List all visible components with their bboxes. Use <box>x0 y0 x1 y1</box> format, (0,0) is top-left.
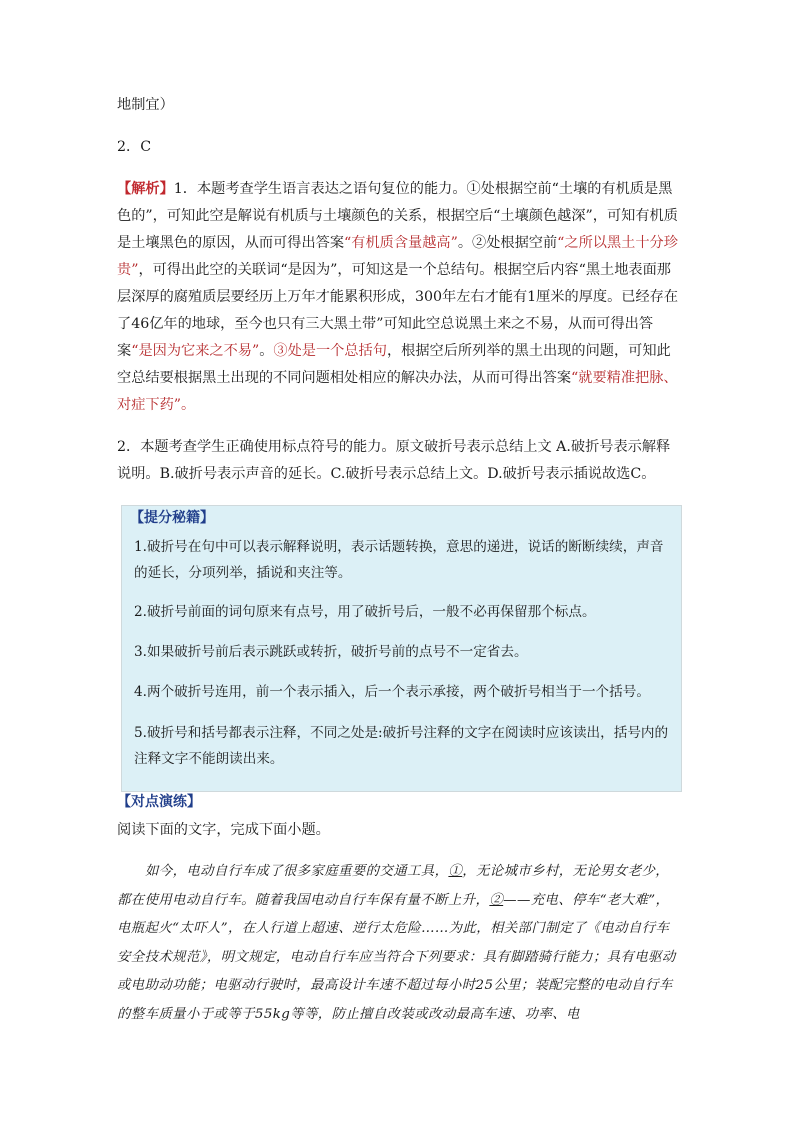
answer-2: 2．C <box>117 139 152 155</box>
tips-title: 【提分秘籍】 <box>130 510 214 526</box>
blank-1: ① <box>448 864 463 879</box>
analysis-label: 【解析】 <box>117 181 174 197</box>
analysis-paragraph-2: 2．本题考查学生正确使用标点符号的能力。原文破折号表示总结上文 A.破折号表示解释说明。B.破折号表示声音的延长。C.破折号表示总结上文。D.破折号表示插说故选C。 <box>117 439 671 482</box>
tips-box <box>121 505 682 792</box>
tip-item-4: 4.两个破折号连用，前一个表示插入，后一个表示承接，两个破折号相当于一个括号。 <box>134 684 650 700</box>
practice-title: 【对点演练】 <box>117 794 201 810</box>
reading-passage: 如今，电动自行车成了很多家庭重要的交通工具，①，无论城市乡村，无论男女老少，都在使用电动自行车。随着我国电动自行车保有量不断上升，②——充电、停车“老大难”，电瓶起火“太吓人”，在人行道上超速、逆行太危险……为此，相关部门制定了《电动自行车安全技术规范》，明文规定，电动自行车应当符合下列要求：具有脚踏骑行能力；具有电驱动或电助动功能；电驱动行驶时，最高设计车速不超过每小时25公里；装配完整的电动自行车的整车质量小于或等于55kg等等，防止擅自改装或改动最高车速、功率、电 <box>117 864 676 1022</box>
analysis-paragraph-1: 【解析】1．本题考查学生语言表达之语句复位的能力。①处根据空前“土壤的有机质是黑色的”，可知此空是解说有机质与土壤颜色的关系，根据空后“土壤颜色越深”，可知有机质是土壤黑色的原因，从而可得出答案“有机质含量越高”。②处根据空前“之所以黑土十分珍贵”，可得出此空的关联词“是因为”，可知这是一个总结句。根据空后内容“黑土地表面那层深厚的腐殖质层要经历上万年才能累积形成，300年左右才能有1厘米的厚度。已经存在了46亿年的地球，至今也只有三大黑土带”可知此空总说黑土来之不易，从而可得出答案“是因为它来之不易”。③处是一个总括句，根据空后所列举的黑土出现的问题，可知此空总结要根据黑土出现的不同问题相处相应的解决办法，从而可得出答案“就要精准把脉、对症下药”。 <box>117 181 679 413</box>
blank-2: ② <box>489 892 504 908</box>
continued-line: 地制宜） <box>117 97 174 113</box>
tip-item-5: 5.破折号和括号都表示注释，不同之处是:破折号注释的文字在阅读时应该读出，括号内的注释文字不能朗读出来。 <box>134 725 669 767</box>
tip-item-1: 1.破折号在句中可以表示解释说明，表示话题转换，意思的递进，说话的断断续续，声音的延长，分项列举，插说和夹注等。 <box>134 539 664 581</box>
tip-item-3: 3.如果破折号前后表示跳跃或转折，破折号前的点号不一定省去。 <box>134 644 528 660</box>
tip-item-2: 2.破折号前面的词句原来有点号，用了破折号后，一般不必再保留那个标点。 <box>134 604 596 620</box>
practice-instruction: 阅读下面的文字，完成下面小题。 <box>117 822 330 838</box>
